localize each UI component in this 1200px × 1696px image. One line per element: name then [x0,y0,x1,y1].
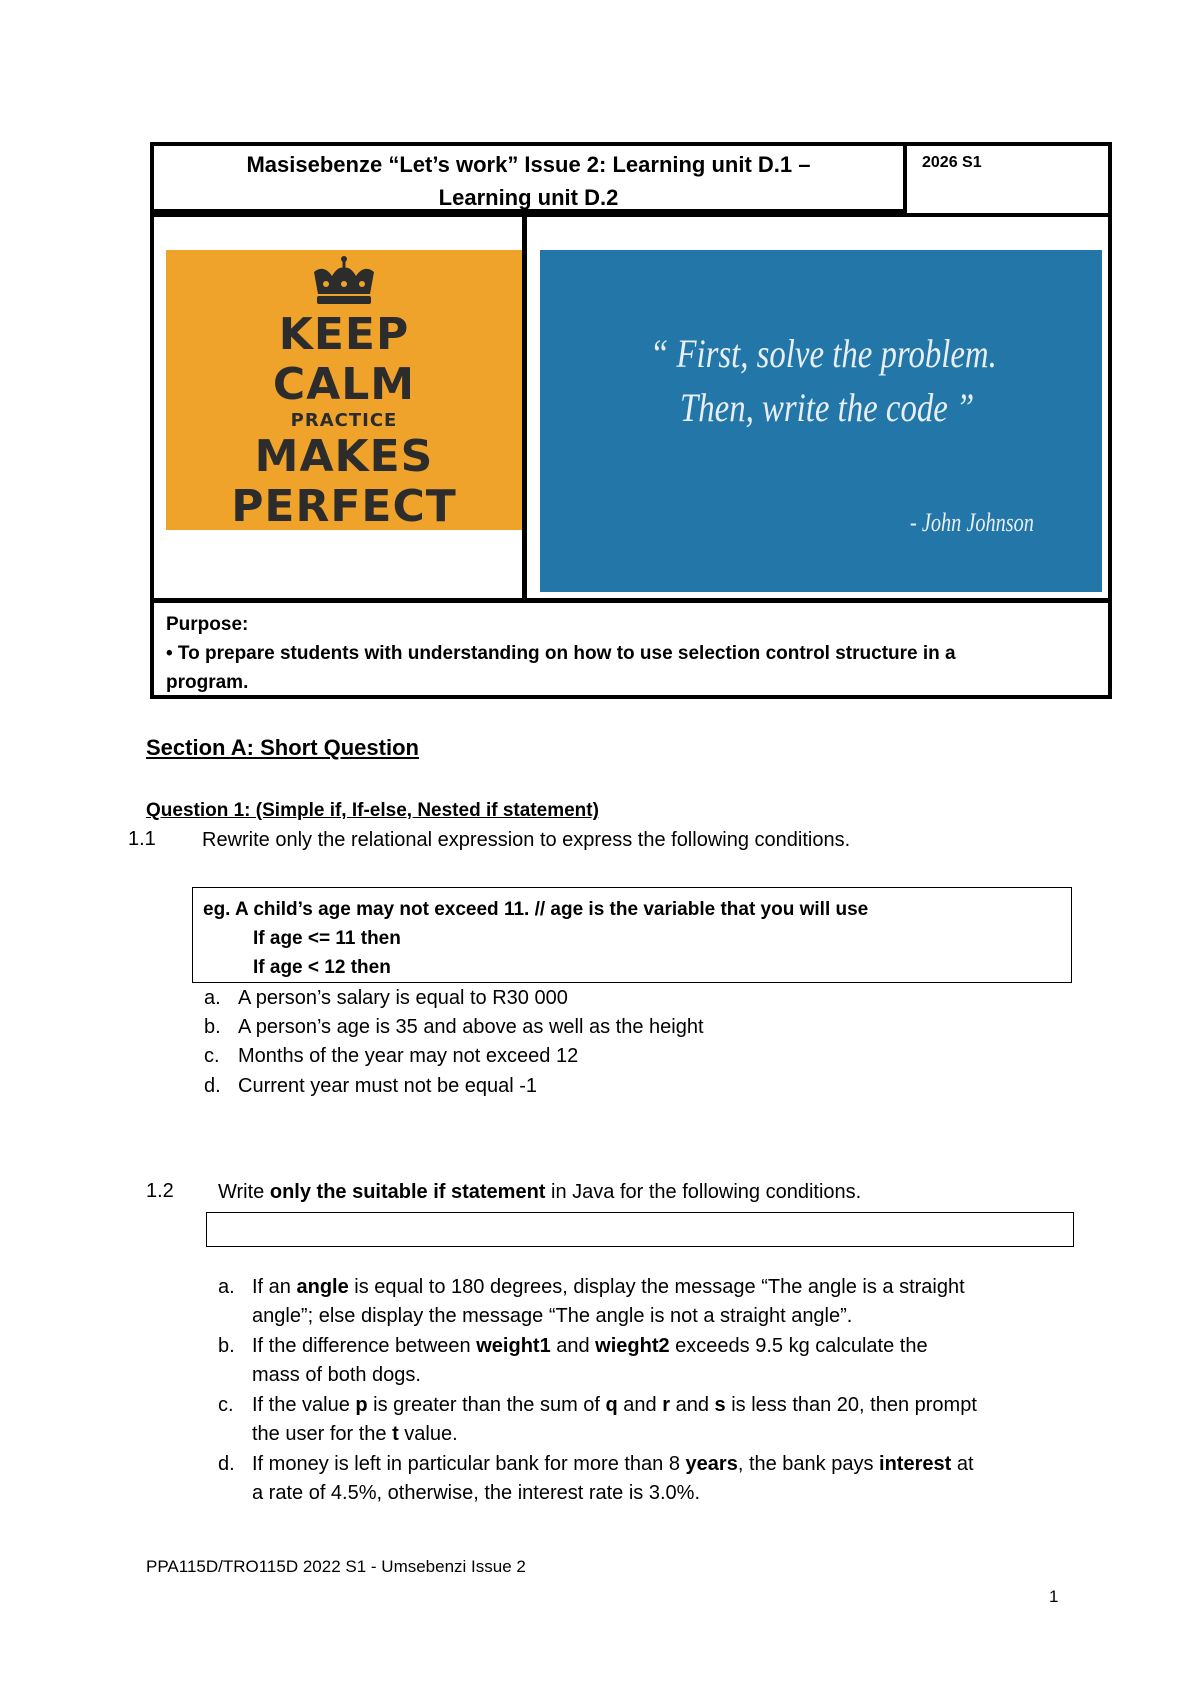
text: the user for the [252,1423,393,1445]
item-label: a. [218,1276,235,1298]
poster-text: PERFECT [231,481,457,532]
question-number: 1.2 [146,1180,174,1202]
title-line-1: Masisebenze “Let’s work” Issue 2: Learning unit D.1 – [246,152,811,177]
quote-image [540,250,1102,592]
item-label: d. [218,1453,235,1475]
question-text [218,1178,861,1207]
text: exceeds 9.5 kg calculate the [669,1335,928,1357]
purpose-text: • To prepare students with understanding on how to use selection control structure in a [166,643,956,664]
item-label: a. [204,987,221,1009]
quote-author: - John Johnson [910,508,1034,537]
crown-icon [304,254,384,310]
item-text: Current year must not be equal -1 [238,1075,538,1097]
text: , the bank pays [737,1453,880,1475]
item-label: c. [218,1394,234,1416]
text: is equal to 180 degrees, display the message “The angle is a straight [348,1276,965,1298]
question-text: Rewrite only the relational expression to express the following conditions. [202,829,851,851]
question-title: Question 1: (Simple if, If-else, Nested if statement) [146,800,599,821]
question-number: 1.1 [128,828,156,850]
title-line-2: Learning unit D.2 [438,185,619,210]
text: If the value [252,1394,356,1416]
poster-text: PRACTICE [290,410,398,431]
item-text: Months of the year may not exceed 12 [238,1045,579,1067]
text: is greater than the sum of [367,1394,606,1416]
text-bold: s [714,1394,726,1416]
text-bold: r [662,1394,671,1416]
poster-text: MAKES [254,431,434,482]
footer-text: PPA115D/TRO115D 2022 S1 - Umsebenzi Issue 2 [146,1557,526,1576]
poster-text: CALM [272,359,416,410]
quote-text: “ First, solve the problem. [650,331,997,376]
text-bold: angle [296,1276,349,1298]
semester-label: 2026 S1 [922,154,982,171]
item-text [252,1391,1072,1449]
text: value. [398,1423,458,1445]
poster-text: KEEP [278,309,410,360]
text: angle”; else display the message “The angle is not a straight angle”. [252,1305,853,1327]
text: in Java for the following conditions. [545,1181,862,1203]
purpose-block [166,610,1096,697]
quote-text: Then, write the code ” [680,385,975,430]
text: and [617,1394,663,1416]
text-bold: years [685,1453,738,1475]
item-label: b. [218,1335,235,1357]
text: If an [252,1276,297,1298]
text-bold: q [605,1394,618,1416]
answer-box [206,1212,1074,1247]
keep-calm-poster [166,250,522,530]
divider [154,598,1108,603]
text: and [670,1394,715,1416]
text-bold: wieght2 [595,1335,670,1357]
q1-1-list [204,984,1064,1104]
text: If the difference between [252,1335,477,1357]
text: a rate of 4.5%, otherwise, the interest rate is 3.0%. [252,1482,701,1504]
example-line: If age < 12 then [253,957,391,978]
text: at [951,1453,974,1475]
text-bold: p [355,1394,368,1416]
text-bold: only the suitable if statement [269,1181,546,1203]
text: mass of both dogs. [252,1364,421,1386]
item-label: c. [204,1045,220,1067]
document-title [154,146,907,213]
item-text [252,1332,1072,1390]
item-text [252,1450,1072,1508]
page-number: 1 [1049,1587,1059,1606]
text-bold: weight1 [476,1335,551,1357]
text: Write [218,1181,270,1203]
text-bold: interest [879,1453,952,1475]
purpose-label: Purpose: [166,614,249,635]
item-text [252,1273,1072,1331]
divider [522,217,527,602]
text: is less than 20, then prompt [725,1394,977,1416]
item-text: A person’s salary is equal to R30 000 [238,987,568,1009]
item-label: d. [204,1075,221,1097]
example-line: eg. A child’s age may not exceed 11. // age is the variable that you will use [203,899,869,920]
text: and [550,1335,596,1357]
text: If money is left in particular bank for more than 8 [252,1453,686,1475]
example-box [192,887,1072,983]
text-bold: t [392,1423,399,1445]
example-line: If age <= 11 then [253,928,401,949]
section-title: Section A: Short Question [146,735,419,760]
purpose-text: program. [166,672,249,693]
item-label: b. [204,1016,221,1038]
divider [154,213,1108,217]
q1-2-list [218,1273,1088,1513]
item-text: A person’s age is 35 and above as well as the height [238,1016,704,1038]
